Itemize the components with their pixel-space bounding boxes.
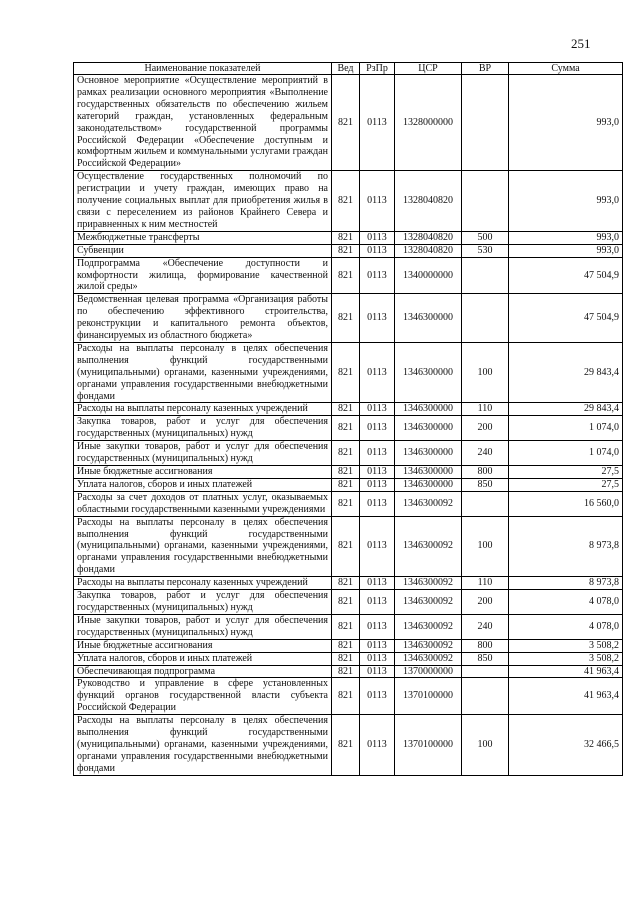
cell-rzpr: 0113 (360, 652, 395, 665)
cell-name: Руководство и управление в сфере установленных функций органов государственной власти субъекта Российской Федерации (74, 678, 332, 715)
cell-name: Уплата налогов, сборов и иных платежей (74, 478, 332, 491)
cell-ved: 821 (332, 614, 360, 639)
table-header-row (74, 63, 623, 75)
cell-vr (462, 678, 509, 715)
cell-name: Основное мероприятие «Осуществление мероприятий в рамках реализации основного мероприятия «Выполнение государственных обязательств по обеспечению жильем категорий граждан, установленных федеральным законодательством» государственной программы Российской Федерации «Обеспечение доступным и комфортным жильем и коммунальными услугами граждан Российской Федерации» (74, 75, 332, 171)
cell-sum: 4 078,0 (509, 590, 623, 615)
cell-name: Межбюджетные трансферты (74, 231, 332, 244)
cell-vr: 800 (462, 639, 509, 652)
cell-rzpr: 0113 (360, 257, 395, 294)
table-row (74, 231, 623, 244)
cell-csr: 1370000000 (395, 665, 462, 678)
table-row (74, 416, 623, 441)
cell-ved: 821 (332, 342, 360, 403)
cell-rzpr: 0113 (360, 665, 395, 678)
cell-vr (462, 491, 509, 516)
cell-name: Закупка товаров, работ и услуг для обеспечения государственных (муниципальных) нужд (74, 416, 332, 441)
cell-vr (462, 294, 509, 343)
cell-ved: 821 (332, 466, 360, 479)
cell-vr: 100 (462, 342, 509, 403)
cell-name: Подпрограмма «Обеспечение доступности и комфортности жилища, формирование качественной жилой среды» (74, 257, 332, 294)
cell-sum: 993,0 (509, 244, 623, 257)
cell-ved: 821 (332, 244, 360, 257)
cell-sum: 993,0 (509, 75, 623, 171)
cell-csr: 1328040820 (395, 244, 462, 257)
cell-rzpr: 0113 (360, 614, 395, 639)
cell-csr: 1370100000 (395, 678, 462, 715)
header-name: Наименование показателей (74, 63, 332, 75)
table-row (74, 403, 623, 416)
cell-csr: 1346300092 (395, 590, 462, 615)
cell-name: Закупка товаров, работ и услуг для обеспечения государственных (муниципальных) нужд (74, 590, 332, 615)
cell-rzpr: 0113 (360, 294, 395, 343)
cell-ved: 821 (332, 491, 360, 516)
cell-name: Расходы на выплаты персоналу в целях обеспечения выполнения функций государственными (муниципальными) органами, казенными учреждениями, органами управления государственными внебюджетными фондами (74, 342, 332, 403)
cell-name: Ведомственная целевая программа «Организация работы по обеспечению эффективного строительства, реконструкции и капитального ремонта объектов, финансируемых из областного бюджета» (74, 294, 332, 343)
cell-vr: 200 (462, 416, 509, 441)
cell-rzpr: 0113 (360, 75, 395, 171)
table-row (74, 652, 623, 665)
cell-vr (462, 171, 509, 232)
cell-csr: 1346300000 (395, 403, 462, 416)
cell-csr: 1346300092 (395, 614, 462, 639)
table-row (74, 257, 623, 294)
cell-sum: 4 078,0 (509, 614, 623, 639)
cell-csr: 1346300000 (395, 294, 462, 343)
cell-csr: 1346300092 (395, 652, 462, 665)
table-row (74, 342, 623, 403)
cell-rzpr: 0113 (360, 590, 395, 615)
cell-vr: 850 (462, 478, 509, 491)
cell-vr: 800 (462, 466, 509, 479)
budget-table (73, 62, 623, 776)
table-row (74, 466, 623, 479)
cell-rzpr: 0113 (360, 441, 395, 466)
cell-rzpr: 0113 (360, 416, 395, 441)
cell-csr: 1328000000 (395, 75, 462, 171)
cell-vr (462, 75, 509, 171)
table-row (74, 665, 623, 678)
table-row (74, 491, 623, 516)
cell-sum: 1 074,0 (509, 416, 623, 441)
cell-rzpr: 0113 (360, 466, 395, 479)
cell-ved: 821 (332, 441, 360, 466)
cell-sum: 1 074,0 (509, 441, 623, 466)
cell-ved: 821 (332, 231, 360, 244)
cell-rzpr: 0113 (360, 403, 395, 416)
cell-csr: 1346300000 (395, 441, 462, 466)
cell-name: Осуществление государственных полномочий по регистрации и учету граждан, имеющих право на получение социальных выплат для приобретения жилья в связи с переселением из районов Крайнего Севера и приравненных к ним местностей (74, 171, 332, 232)
cell-vr: 850 (462, 652, 509, 665)
cell-ved: 821 (332, 257, 360, 294)
cell-sum: 8 973,8 (509, 516, 623, 577)
cell-sum: 29 843,4 (509, 342, 623, 403)
cell-name: Расходы на выплаты персоналу казенных учреждений (74, 403, 332, 416)
cell-rzpr: 0113 (360, 491, 395, 516)
cell-vr: 100 (462, 516, 509, 577)
cell-csr: 1328040820 (395, 171, 462, 232)
cell-vr: 100 (462, 715, 509, 776)
cell-sum: 32 466,5 (509, 715, 623, 776)
cell-rzpr: 0113 (360, 231, 395, 244)
table-row (74, 171, 623, 232)
cell-csr: 1328040820 (395, 231, 462, 244)
cell-vr (462, 665, 509, 678)
cell-sum: 27,5 (509, 478, 623, 491)
cell-vr: 200 (462, 590, 509, 615)
cell-ved: 821 (332, 678, 360, 715)
header-csr: ЦСР (395, 63, 462, 75)
cell-rzpr: 0113 (360, 715, 395, 776)
table-row (74, 590, 623, 615)
table-row (74, 75, 623, 171)
cell-name: Иные закупки товаров, работ и услуг для обеспечения государственных (муниципальных) нужд (74, 441, 332, 466)
header-vr: ВР (462, 63, 509, 75)
table-row (74, 516, 623, 577)
page-number: 251 (571, 36, 591, 51)
cell-csr: 1346300000 (395, 478, 462, 491)
cell-sum: 29 843,4 (509, 403, 623, 416)
cell-rzpr: 0113 (360, 478, 395, 491)
cell-ved: 821 (332, 590, 360, 615)
table-row (74, 244, 623, 257)
cell-csr: 1346300000 (395, 416, 462, 441)
cell-sum: 41 963,4 (509, 665, 623, 678)
cell-name: Расходы на выплаты персоналу казенных учреждений (74, 577, 332, 590)
cell-rzpr: 0113 (360, 244, 395, 257)
cell-sum: 3 508,2 (509, 639, 623, 652)
cell-name: Обеспечивающая подпрограмма (74, 665, 332, 678)
cell-sum: 16 560,0 (509, 491, 623, 516)
cell-rzpr: 0113 (360, 516, 395, 577)
table-row (74, 294, 623, 343)
cell-rzpr: 0113 (360, 342, 395, 403)
cell-csr: 1340000000 (395, 257, 462, 294)
cell-sum: 3 508,2 (509, 652, 623, 665)
cell-csr: 1346300000 (395, 466, 462, 479)
table-row (74, 614, 623, 639)
cell-vr (462, 257, 509, 294)
cell-name: Иные бюджетные ассигнования (74, 466, 332, 479)
cell-csr: 1346300092 (395, 491, 462, 516)
cell-csr: 1346300000 (395, 342, 462, 403)
cell-ved: 821 (332, 665, 360, 678)
cell-ved: 821 (332, 75, 360, 171)
cell-sum: 8 973,8 (509, 577, 623, 590)
table-row (74, 478, 623, 491)
cell-ved: 821 (332, 652, 360, 665)
cell-name: Иные закупки товаров, работ и услуг для обеспечения государственных (муниципальных) нужд (74, 614, 332, 639)
cell-name: Расходы за счет доходов от платных услуг, оказываемых областными государственными казенными учреждениями (74, 491, 332, 516)
cell-csr: 1370100000 (395, 715, 462, 776)
cell-ved: 821 (332, 294, 360, 343)
cell-name: Иные бюджетные ассигнования (74, 639, 332, 652)
cell-ved: 821 (332, 516, 360, 577)
header-ved: Вед (332, 63, 360, 75)
cell-name: Расходы на выплаты персоналу в целях обеспечения выполнения функций государственными (муниципальными) органами, казенными учреждениями, органами управления государственными внебюджетными фондами (74, 516, 332, 577)
cell-ved: 821 (332, 403, 360, 416)
cell-sum: 993,0 (509, 171, 623, 232)
cell-rzpr: 0113 (360, 171, 395, 232)
cell-rzpr: 0113 (360, 577, 395, 590)
cell-ved: 821 (332, 715, 360, 776)
header-sum: Сумма (509, 63, 623, 75)
cell-rzpr: 0113 (360, 639, 395, 652)
cell-csr: 1346300092 (395, 516, 462, 577)
cell-sum: 27,5 (509, 466, 623, 479)
cell-vr: 110 (462, 403, 509, 416)
cell-csr: 1346300092 (395, 639, 462, 652)
cell-name: Расходы на выплаты персоналу в целях обеспечения выполнения функций государственными (муниципальными) органами, казенными учреждениями, органами управления государственными внебюджетными фондами (74, 715, 332, 776)
cell-rzpr: 0113 (360, 678, 395, 715)
cell-vr: 240 (462, 441, 509, 466)
cell-csr: 1346300092 (395, 577, 462, 590)
header-rzpr: РзПр (360, 63, 395, 75)
cell-vr: 530 (462, 244, 509, 257)
cell-name: Субвенции (74, 244, 332, 257)
cell-ved: 821 (332, 639, 360, 652)
cell-sum: 41 963,4 (509, 678, 623, 715)
cell-vr: 110 (462, 577, 509, 590)
cell-ved: 821 (332, 478, 360, 491)
cell-ved: 821 (332, 577, 360, 590)
cell-vr: 500 (462, 231, 509, 244)
cell-ved: 821 (332, 416, 360, 441)
cell-sum: 47 504,9 (509, 257, 623, 294)
table-row (74, 639, 623, 652)
cell-ved: 821 (332, 171, 360, 232)
table-row (74, 577, 623, 590)
table-row (74, 441, 623, 466)
cell-name: Уплата налогов, сборов и иных платежей (74, 652, 332, 665)
cell-vr: 240 (462, 614, 509, 639)
table-row (74, 715, 623, 776)
table-row (74, 678, 623, 715)
cell-sum: 47 504,9 (509, 294, 623, 343)
cell-sum: 993,0 (509, 231, 623, 244)
